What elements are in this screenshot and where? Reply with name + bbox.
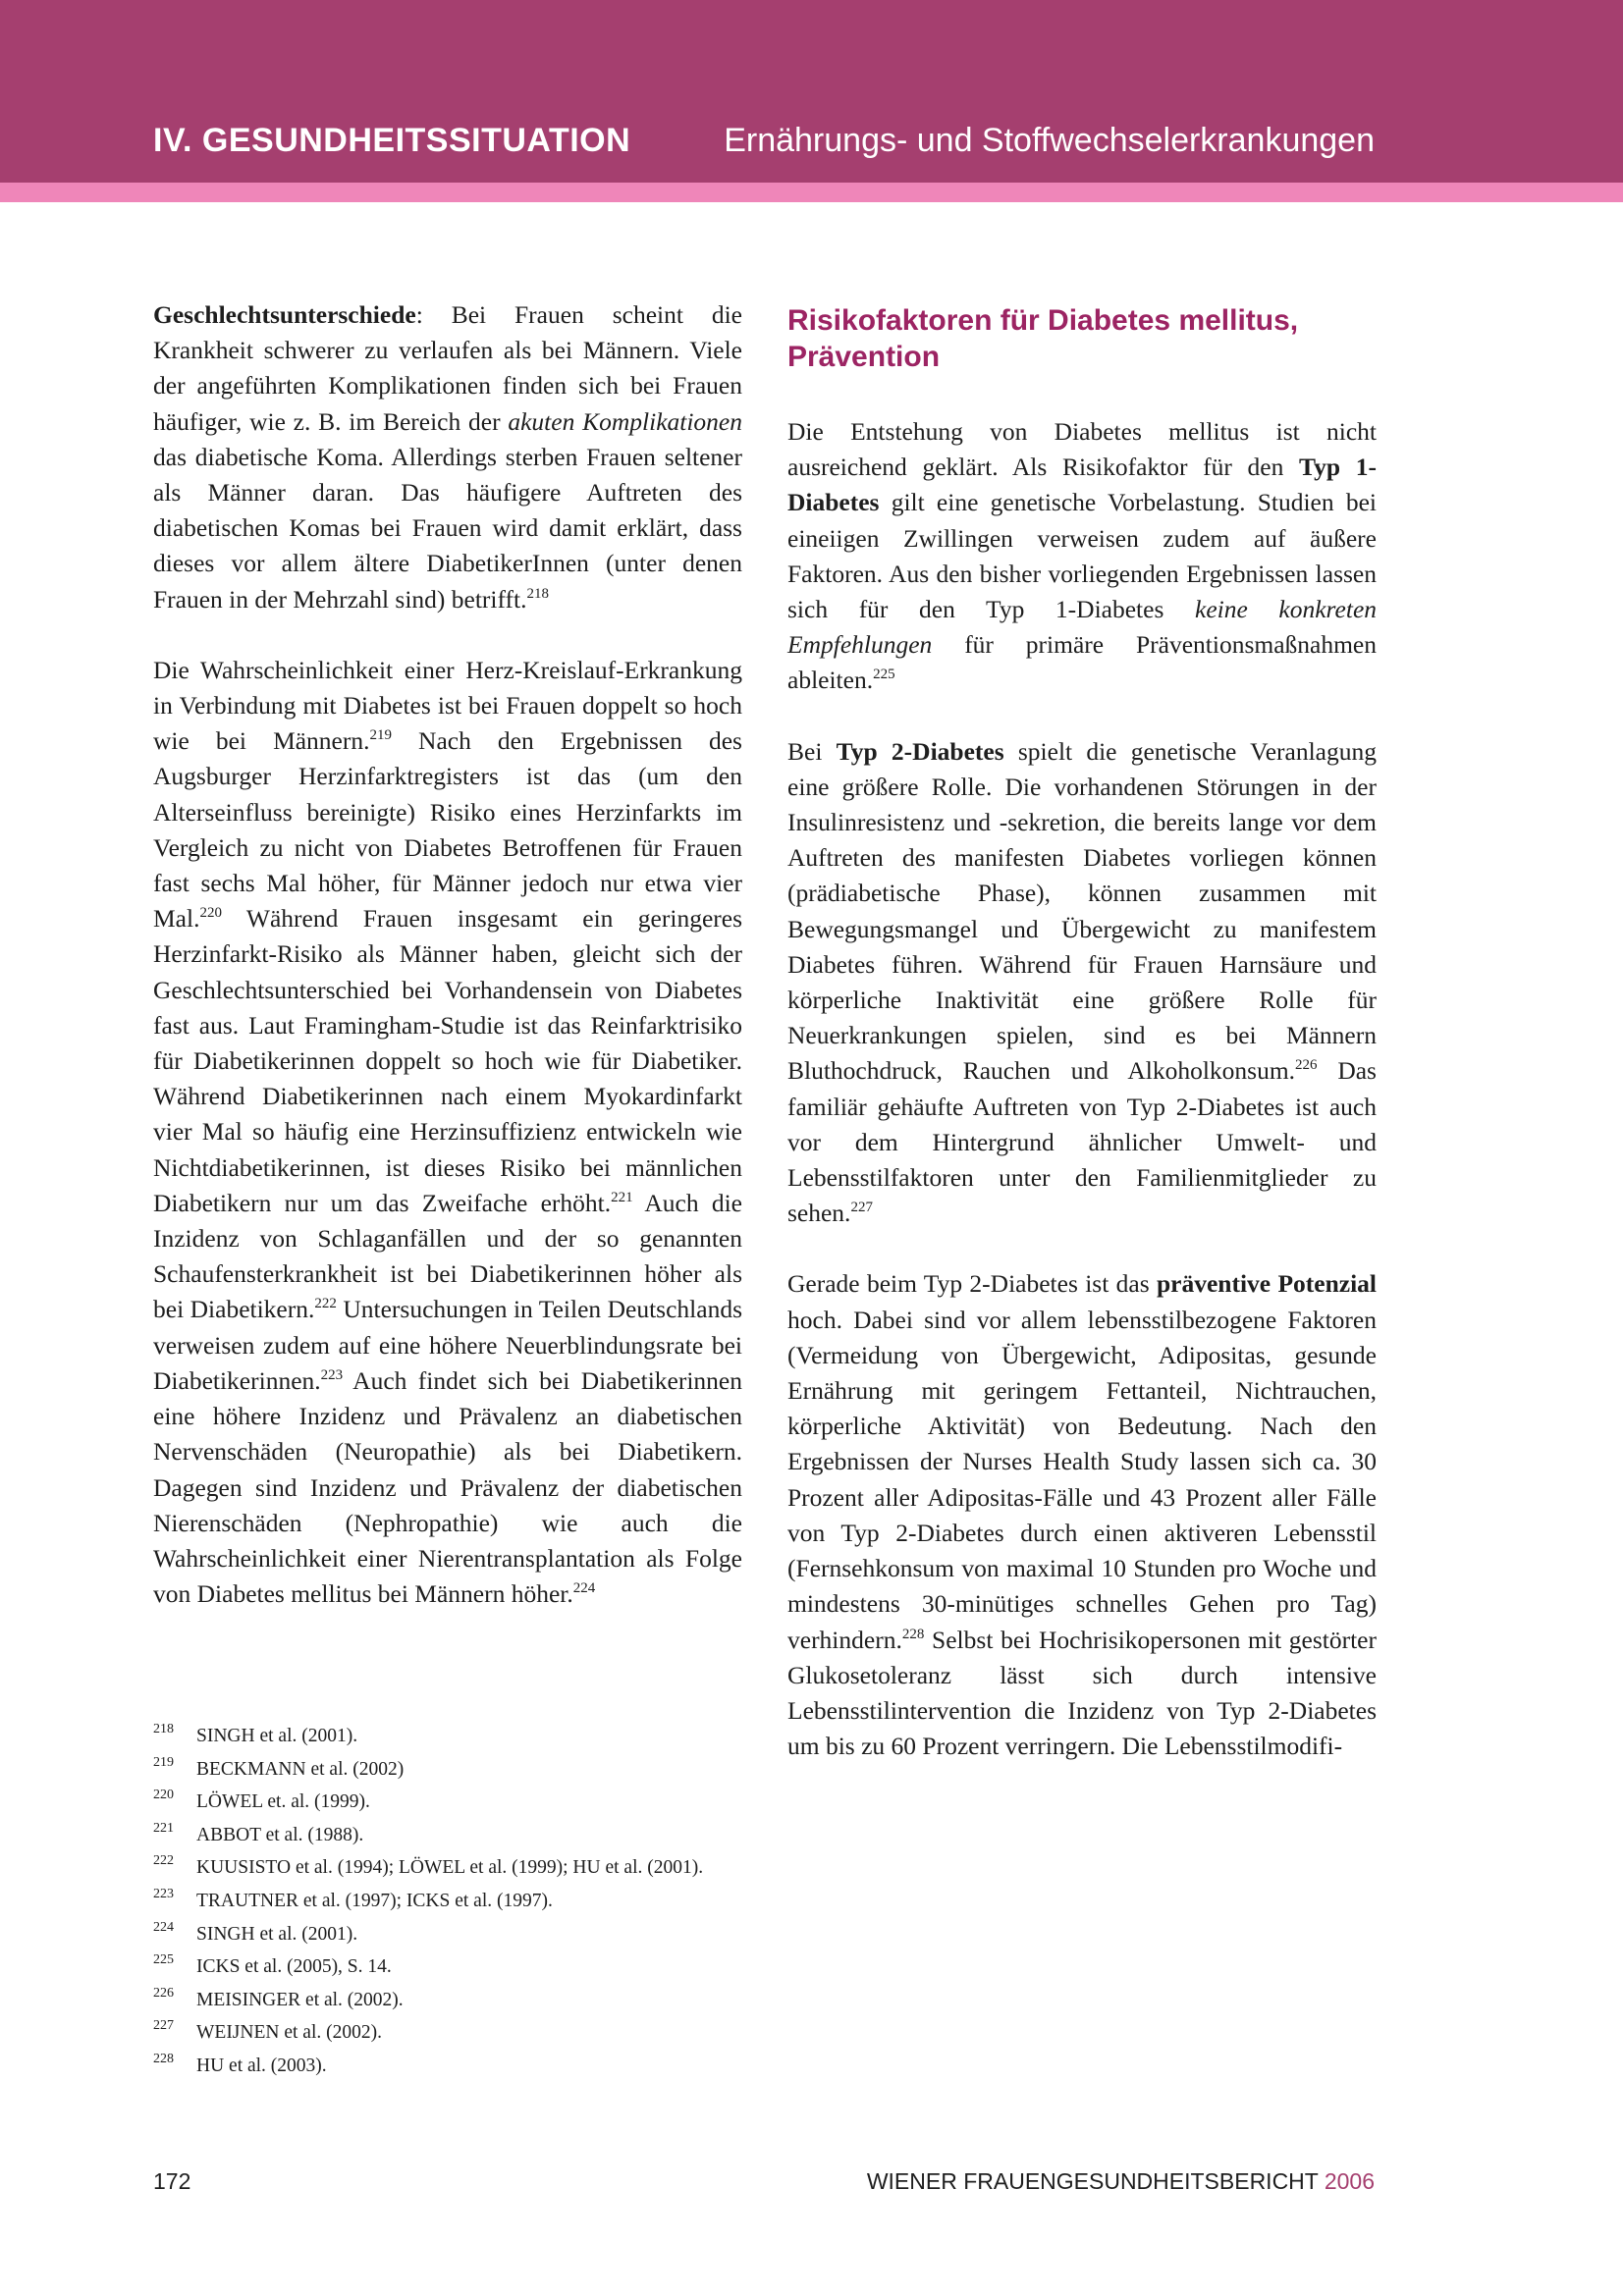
footnote-ref[interactable]: 223 bbox=[320, 1366, 344, 1383]
footnote bbox=[153, 1720, 762, 1753]
text-run: Untersuchungen in Teilen Deutschlands verweisen zudem auf eine höhere Neuerblindungsrate bei Diabetikerinnen. bbox=[153, 1295, 742, 1395]
text-run: Bei bbox=[787, 736, 837, 766]
text-run: Das familiär gehäufte Auftreten von Typ 2-Diabetes ist auch vor dem Hintergrund ähnlicher Umwelt- und Lebensstilfaktoren unter den Familienmitglieder zu sehen. bbox=[787, 1056, 1377, 1228]
section-title: IV. GESUNDHEITSSITUATION bbox=[153, 122, 631, 159]
footnote-number: 228 bbox=[153, 2051, 174, 2066]
text-run: Auch die Inzidenz von Schlaganfällen und der so genannten Schaufensterkrankheit ist bei Diabetikerinnen höher als bei Diabetikern. bbox=[153, 1188, 742, 1324]
text-run: gilt eine genetische Vorbelastung. Studien bei eineiigen Zwillingen verweisen zudem auf äußere Faktoren. Aus den bisher vorliegenden Ergebnissen lassen sich für den Typ 1-Diabetes bbox=[787, 488, 1377, 624]
footnote bbox=[153, 1984, 762, 2017]
footnote-number: 222 bbox=[153, 1853, 174, 1869]
text-run: für primäre Präventionsmaßnahmen ableiten. bbox=[787, 630, 1377, 695]
text-run: das diabetische Koma. Allerdings sterben Frauen seltener als Männer daran. Das häufigere Auftreten des diabetischen Komas bei Frauen wird damit erklärt, dass dieses vor allem ältere DiabetikerInnen (unter denen Frauen in der Mehrzahl sind) betrifft. bbox=[153, 442, 742, 614]
footnote bbox=[153, 2016, 762, 2050]
paragraph-type2 bbox=[787, 734, 1377, 1232]
footnote-ref[interactable]: 219 bbox=[369, 727, 392, 744]
footnote-ref[interactable]: 225 bbox=[873, 667, 895, 683]
bold-term: Typ 2-Diabetes bbox=[836, 736, 1004, 766]
text-run: spielt die genetische Veranlagung eine größere Rolle. Die vorhandenen Störungen in der Insulinresistenz und -sekretion, die bereits lange vor dem Auftreten des manifesten Diabetes vorliegen können (prädiabetische Phase), können zusammen mit Bewegungsmangel und Übergewicht zu manifestem Diabetes führen. Während für Frauen Harnsäure und körperliche Inaktivität eine größere Rolle für Neuerkrankungen spielen, sind es bei Männern Bluthochdruck, Rauchen und Alkoholkonsum. bbox=[787, 736, 1377, 1086]
footnote-ref[interactable]: 228 bbox=[901, 1626, 925, 1642]
text-run: Die Entstehung von Diabetes mellitus ist nicht ausreichend geklärt. Als Risikofaktor für den bbox=[787, 417, 1377, 482]
footnote-ref[interactable]: 226 bbox=[1295, 1057, 1318, 1074]
footnote-text: SINGH et al. (2001). bbox=[196, 1726, 358, 1746]
paragraph-cardiovascular bbox=[153, 653, 742, 1612]
footnotes bbox=[153, 1720, 762, 2083]
text-run: hoch. Dabei sind vor allem lebensstilbezogene Faktoren (Vermeidung von Übergewicht, Adipositas, gesunde Ernährung mit geringem Fettanteil, Nichtrauchen, körperliche Aktivität) von Bedeutung. Nach den Ergebnissen der Nurses Health Study lassen sich ca. 30 Prozent aller Adipositas-Fälle und 43 Prozent aller Fälle von Typ 2-Diabetes durch einen aktiveren Lebensstil (Fernsehkonsum von maximal 10 Stunden pro Woche und mindestens 30-minütiges schnelles Gehen pro Tag) verhindern. bbox=[787, 1305, 1377, 1654]
italic-term: akuten Komplikationen bbox=[508, 406, 742, 436]
text-run: Nach den Ergebnissen des Augsburger Herzinfarktregisters ist das (um den Alterseinfluss bereinigte) Risiko eines Herzinfarkts im Vergleich zu nicht von Diabetes Betroffenen für Frauen fast sechs Mal höher, für Männer jedoch nur etwa vier Mal. bbox=[153, 726, 742, 934]
section-heading: Risikofaktoren für Diabetes mellitus, Prävention bbox=[787, 304, 1299, 373]
footnote-number: 224 bbox=[153, 1919, 174, 1935]
text-run: : Bei Frauen scheint die Krankheit schwerer zu verlaufen als bei Männern. Viele der angeführten Komplikationen finden sich bei Frauen häufiger, wie z. B. im Bereich der bbox=[153, 300, 742, 436]
bold-term: präventive Potenzial bbox=[1156, 1269, 1377, 1299]
footnote-text: KUUSISTO et al. (1994); LÖWEL et al. (1999); HU et al. (2001). bbox=[196, 1857, 704, 1879]
footnote-number: 227 bbox=[153, 2018, 174, 2034]
left-column bbox=[153, 297, 742, 1647]
footnote-text: WEIJNEN et al. (2002). bbox=[196, 2022, 382, 2044]
footnote-number: 225 bbox=[153, 1952, 174, 1968]
text-run: Selbst bei Hochrisikopersonen mit gestörter Glukosetoleranz lässt sich durch intensive Lebensstilintervention die Inzidenz von Typ 2-Diabetes um bis zu 60 Prozent verringern. Die Lebensstilmodifi- bbox=[787, 1625, 1377, 1761]
report-name: WIENER FRAUENGESUNDHEITSBERICHT bbox=[866, 2168, 1319, 2194]
report-title bbox=[867, 2168, 1375, 2195]
footnote bbox=[153, 1851, 762, 1885]
footnote bbox=[153, 1753, 762, 1787]
bold-term: Typ 1-Diabetes bbox=[787, 453, 1377, 517]
footnote-number: 221 bbox=[153, 1820, 174, 1836]
text-run: Gerade beim Typ 2-Diabetes ist das bbox=[787, 1269, 1157, 1299]
footnote-text: ICKS et al. (2005), S. 14. bbox=[196, 1956, 392, 1978]
right-column bbox=[787, 297, 1377, 1799]
text-run: Während Frauen insgesamt ein geringeres Herzinfarkt-Risiko als Männer haben, gleicht sich der Geschlechtsunterschied bei Vorhandensein von Diabetes fast aus. Laut Framingham-Studie ist das Reinfarktrisiko für Diabetikerinnen doppelt so hoch wie für Diabetiker. Während Diabetikerinnen nach einem Myokardinfarkt vier Mal so häufig eine Herzinsuffizienz entwickeln wie Nichtdiabetikerinnen, ist dieses Risiko bei männlichen Diabetikern nur um das Zweifache erhöht. bbox=[153, 904, 742, 1217]
page-number: 172 bbox=[153, 2168, 191, 2194]
footnote bbox=[153, 1950, 762, 1984]
italic-term: keine konkreten Empfehlungen bbox=[787, 595, 1378, 660]
footnote-ref[interactable]: 224 bbox=[572, 1580, 596, 1597]
footnote-text: ABBOT et al. (1988). bbox=[196, 1824, 364, 1845]
footnote-ref[interactable]: 222 bbox=[314, 1296, 337, 1312]
footnote-ref[interactable]: 221 bbox=[611, 1189, 633, 1205]
chapter-title: Ernährungs- und Stoffwechselerkrankungen bbox=[724, 122, 1375, 159]
report-year: 2006 bbox=[1324, 2168, 1375, 2194]
text-run: Die Wahrscheinlichkeit einer Herz-Kreislauf-Erkrankung in Verbindung mit Diabetes ist bei Frauen doppelt so hoch wie bei Männern. bbox=[153, 655, 742, 756]
footnote-number: 220 bbox=[153, 1788, 174, 1803]
footnote-text: SINGH et al. (2001). bbox=[196, 1923, 358, 1945]
footnote bbox=[153, 2050, 762, 2083]
footnote bbox=[153, 1918, 762, 1951]
paragraph-type1 bbox=[787, 414, 1377, 699]
bold-lead: Geschlechtsunterschiede bbox=[153, 300, 416, 329]
footnote-number: 218 bbox=[153, 1722, 174, 1736]
footnote-text: TRAUTNER et al. (1997); ICKS et al. (1997). bbox=[196, 1890, 553, 1911]
paragraph-gender-differences bbox=[153, 297, 742, 617]
paragraph-prevention bbox=[787, 1266, 1377, 1764]
footnote-ref[interactable]: 227 bbox=[850, 1200, 873, 1216]
footnote bbox=[153, 1885, 762, 1918]
footnote-number: 226 bbox=[153, 1985, 174, 2001]
footnote-text: BECKMANN et al. (2002) bbox=[196, 1758, 405, 1780]
footnote bbox=[153, 1819, 762, 1852]
header-stripe bbox=[0, 183, 1623, 202]
footnote-ref[interactable]: 220 bbox=[199, 905, 222, 922]
footnote-ref[interactable]: 218 bbox=[526, 585, 549, 602]
footnote-number: 219 bbox=[153, 1754, 174, 1770]
footnote-number: 223 bbox=[153, 1886, 174, 1901]
text-run: Auch findet sich bei Diabetikerinnen eine höhere Inzidenz und Prävalenz an diabetischen Nervenschäden (Neuropathie) als bei Diabetikern. Dagegen sind Inzidenz und Prävalenz der diabetischen Nierenschäden (Nephropathie) wie auch die Wahrscheinlichkeit einer Nierentransplantation als Folge von Diabetes mellitus bei Männern höher. bbox=[153, 1365, 742, 1609]
footnote-text: HU et al. (2003). bbox=[196, 2055, 327, 2076]
footnote-text: MEISINGER et al. (2002). bbox=[196, 1989, 404, 2010]
footnote-text: LÖWEL et. al. (1999). bbox=[196, 1791, 370, 1813]
footnote bbox=[153, 1786, 762, 1819]
